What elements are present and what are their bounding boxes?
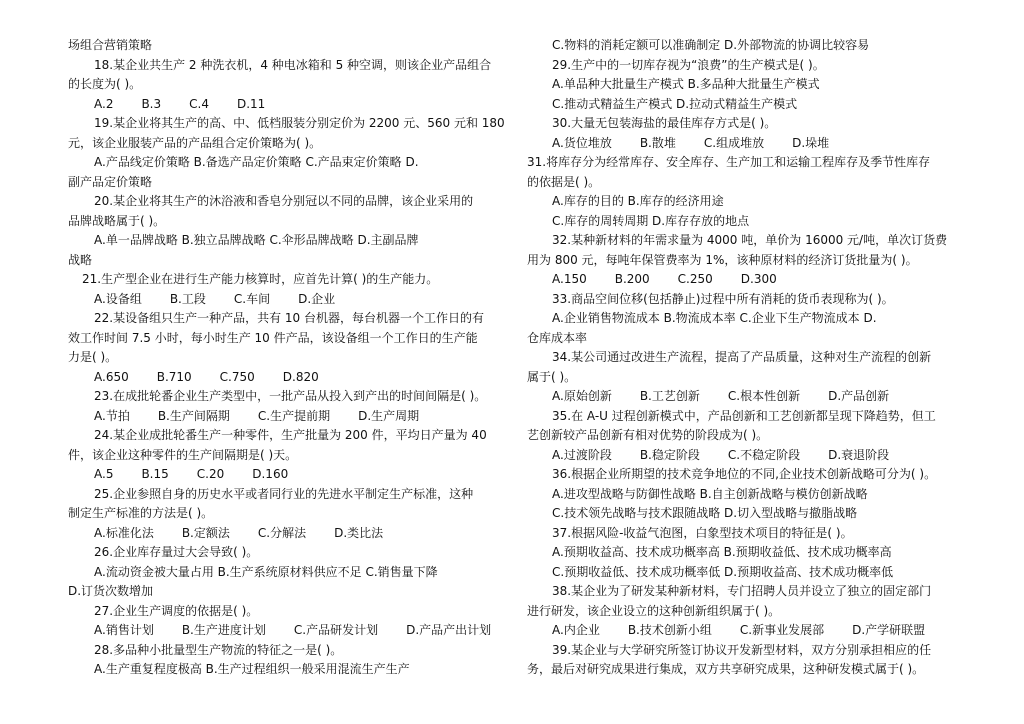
answer-option: D.企业 [298,291,336,306]
answer-option: C.分解法 [257,525,307,540]
answer-option: C.不稳定阶段 [727,447,801,462]
right-column [527,36,967,680]
left-column [68,36,508,680]
text-line: 32.某种新材料的年需求量为 4000 吨，单价为 16000 元/吨，单次订货费 [552,233,948,247]
answer-option: A.节拍 [94,408,130,423]
option-line [68,368,508,388]
option-line [68,524,508,544]
text-line: 制定生产标准的方法是( )。 [68,506,214,520]
option-line [527,621,967,641]
answer-option: C.产品研发计划 [293,623,379,637]
answer-option: B.200 [614,272,650,286]
option-line [527,134,967,154]
text-line: C.预期收益低、技术成功概率低 D.预期收益高、技术成功概率低 [552,564,894,579]
text-line: A.进攻型战略与防御性战略 B.自主创新战略与模仿创新战略 [552,486,868,501]
answer-option: A.设备组 [94,291,142,306]
text-line: 21.生产型企业在进行生产能力核算时，应首先计算( )的生产能力。 [82,272,439,286]
answer-option: B.散堆 [639,135,676,150]
text-line: C.库存的周转周期 D.库存存放的地点 [552,213,750,228]
text-line: 25.企业参照自身的历史水平或者同行业的先进水平制定生产标准，这种 [94,486,474,501]
text-line: 战略 [68,252,93,267]
text-line: 19.某企业将其生产的高、中、低档服装分别定价为 2200 元、560 元和 180 [94,116,505,130]
text-line: 属于( )。 [527,369,577,384]
text-line: C.推动式精益生产模式 D.拉动式精益生产模式 [552,96,798,111]
answer-option: B.工段 [169,291,206,306]
answer-option: B.生产间隔期 [157,408,230,423]
text-line: 35.在 A-U 过程创新模式中，产品创新和工艺创新都呈现下降趋势，但工 [552,408,936,423]
answer-option: A.货位堆放 [552,135,612,150]
answer-option: C.组成堆放 [703,135,765,150]
answer-option: D.类比法 [334,525,384,540]
text-line: C.技术领先战略与技术跟随战略 D.切入型战略与撤脂战略 [552,506,858,520]
option-line [527,446,967,466]
text-line: 用为 800 元，每吨年保管费率为 1%，该种原材料的经济订货批量为( )。 [527,252,918,267]
answer-option: B.3 [141,96,162,111]
text-line: 33.商品空间位移(包括静止)过程中所有消耗的货币表现称为( )。 [552,291,894,306]
text-line: 务，最后对研究成果进行集成，双方共享研究成果，这种研发模式属于( )。 [527,662,925,676]
text-line: 37.根据风险-收益气泡图，白象型技术项目的特征是( )。 [552,525,853,540]
text-line: 仓库成本率 [527,330,588,345]
text-line: 28.多品种小批量型生产物流的特征之一是( )。 [94,642,343,657]
answer-option: A.150 [552,272,587,286]
text-line: 27.企业生产调度的依据是( )。 [94,603,259,618]
text-line: C.物料的消耗定额可以准确制定 D.外部物流的协调比较容易 [552,38,870,52]
text-line: A.预期收益高、技术成功概率高 B.预期收益低、技术成功概率高 [552,545,892,559]
text-line: 效工作时间 7.5 小时，每小时生产 10 件产品，该设备组一个工作日的生产能 [68,330,478,345]
text-line: 24.某企业成批轮番生产一种零件，生产批量为 200 件，平均日产量为 40 [94,428,487,442]
answer-option: C.4 [189,96,209,111]
answer-option: C.20 [196,467,225,481]
answer-option: B.710 [156,369,192,384]
text-line: 20.某企业将其生产的沐浴液和香皂分别冠以不同的品牌，该企业采用的 [94,194,474,208]
text-line: 23.在成批轮番企业生产类型中，一批产品从投入到产出的时间间隔是( )。 [94,389,487,403]
answer-option: D.产学研联盟 [852,623,926,637]
text-line: 的长度为( )。 [68,77,142,91]
text-line: 30.大量无包装海盐的最佳库存方式是( )。 [552,116,777,130]
answer-option: B.技术创新小组 [627,623,712,637]
answer-option: A.原始创新 [552,389,612,403]
text-line: 26.企业库存量过大会导致( )。 [94,545,259,559]
answer-option: A.内企业 [552,623,600,637]
answer-option: C.新事业发展部 [739,623,825,637]
option-line [527,270,967,290]
text-line: 艺创新较产品创新有相对优势的阶段成为( )。 [527,428,769,442]
text-line: A.库存的目的 B.库存的经济用途 [552,194,724,208]
answer-option: A.5 [94,467,114,481]
text-line: 39.某企业与大学研究所签订协议开发新型材料，双方分别承担相应的任 [552,642,932,657]
text-line: A.单品种大批量生产模式 B.多品种大批量生产模式 [552,77,820,91]
answer-option: B.定额法 [181,525,230,540]
text-line: D.订货次数增加 [68,584,154,598]
text-line: 的依据是( )。 [527,174,601,189]
answer-option: B.工艺创新 [639,389,700,403]
option-line [527,387,967,407]
answer-option: A.标准化法 [94,525,154,540]
option-line [68,290,508,310]
answer-option: A.650 [94,369,129,384]
text-line: A.生产重复程度极高 B.生产过程组织一般采用混流生产生产 [94,662,410,676]
text-line: 38.某企业为了研发某种新材料，专门招聘人员并设立了独立的固定部门 [552,584,932,598]
text-line: 31.将库存分为经常库存、安全库存、生产加工和运输工程库存及季节性库存 [527,155,931,169]
text-line: A.流动资金被大量占用 B.生产系统原材料供应不足 C.销售量下降 [94,564,438,579]
answer-option: D.产品创新 [828,389,890,403]
text-line: 副产品定价策略 [68,174,153,189]
answer-option: D.11 [236,96,266,111]
text-line: 22.某设备组只生产一种产品，共有 10 台机器，每台机器一个工作日的有 [94,311,484,325]
text-line: 场组合营销策略 [68,38,153,52]
text-line: 进行研发，该企业设立的这种创新组织属于( )。 [527,603,781,618]
answer-option: D.820 [282,369,319,384]
text-line: 力是( )。 [68,350,118,364]
text-line: A.单一品牌战略 B.独立品牌战略 C.伞形品牌战略 D.主副品牌 [94,233,419,247]
answer-option: B.稳定阶段 [639,447,700,462]
answer-option: C.生产提前期 [257,408,331,423]
text-line: 29.生产中的一切库存视为“浪费”的生产模式是( )。 [552,57,825,72]
option-line [68,95,508,115]
answer-option: C.车间 [233,291,271,306]
answer-option: D.160 [252,467,289,481]
answer-option: D.衰退阶段 [828,447,890,462]
answer-option: A.销售计划 [94,623,154,637]
text-line: A.产品线定价策略 B.备选产品定价策略 C.产品束定价策略 D. [94,155,419,169]
answer-option: D.垛堆 [792,135,830,150]
answer-option: C.750 [219,369,255,384]
text-line: 36.根据企业所期望的技术竞争地位的不同,企业技术创新战略可分为( )。 [552,467,937,481]
text-line: 18.某企业共生产 2 种洗衣机，4 种电冰箱和 5 种空调，则该企业产品组合 [94,57,492,72]
answer-option: D.产品产出计划 [406,623,492,637]
option-line [68,621,508,641]
answer-option: A.过渡阶段 [552,447,612,462]
option-line [68,465,508,485]
text-line: 元，该企业服装产品的产品组合定价策略为( )。 [68,135,322,150]
option-line [68,407,508,427]
text-line: 件，该企业这种零件的生产间隔期是( )天。 [68,447,298,462]
answer-option: C.根本性创新 [727,389,801,403]
text-line: 品牌战略属于( )。 [68,213,166,228]
answer-option: C.250 [677,272,713,286]
answer-option: B.15 [141,467,169,481]
text-line: A.企业销售物流成本 B.物流成本率 C.企业下生产物流成本 D. [552,311,877,325]
answer-option: B.生产进度计划 [181,623,266,637]
text-line: 34.某公司通过改进生产流程，提高了产品质量，这种对生产流程的创新 [552,350,932,364]
answer-option: A.2 [94,96,114,111]
answer-option: D.300 [740,272,777,286]
answer-option: D.生产周期 [358,408,420,423]
